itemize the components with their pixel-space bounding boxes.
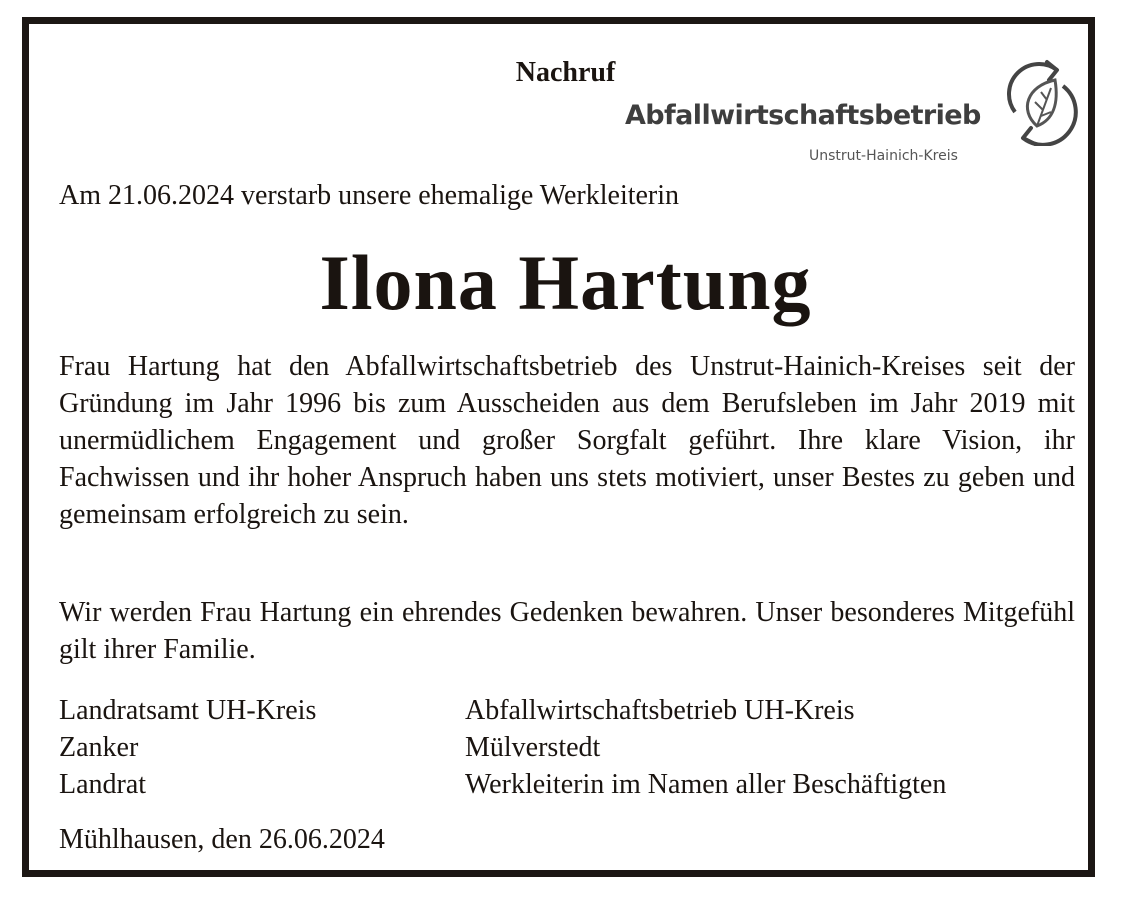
signatory-role: Werkleiterin im Namen aller Beschäftigten <box>465 769 947 800</box>
logo-name: Abfallwirtschaftsbetrieb <box>625 100 981 131</box>
logo-subtitle: Unstrut-Hainich-Kreis <box>809 148 958 164</box>
recycling-leaf-icon <box>997 54 1079 151</box>
signatory-organization: Landratsamt UH-Kreis <box>59 695 317 726</box>
signatory-name: Zanker <box>59 732 139 763</box>
company-logo <box>625 54 1085 184</box>
signatory-left <box>59 692 316 803</box>
condolence-paragraph: Wir werden Frau Hartung ein ehrendes Gedenken bewahren. Unser besonderes Mitgefühl gilt ihrer Familie. <box>59 597 1075 665</box>
signatory-right <box>465 692 946 803</box>
signatory-organization: Abfallwirtschaftsbetrieb UH-Kreis <box>465 695 855 726</box>
obituary-notice <box>22 17 1095 877</box>
deceased-name: Ilona Hartung <box>319 239 812 326</box>
place-and-date: Mühlhausen, den 26.06.2024 <box>59 824 385 855</box>
intro-text: Am 21.06.2024 verstarb unsere ehemalige Werkleiterin <box>59 180 680 211</box>
signatory-name: Mülverstedt <box>465 732 601 763</box>
signatory-role: Landrat <box>59 769 147 800</box>
notice-heading: Nachruf <box>515 57 616 88</box>
tribute-paragraph: Frau Hartung hat den Abfallwirtschaftsbetrieb des Unstrut-Hainich-Kreises seit der Gründung im Jahr 1996 bis zum Ausscheiden aus dem Berufsleben im Jahr 2019 mit unermüdlichem Engagement und großer Sorgfalt geführt. Ihre klare Vision, ihr Fachwissen und ihr hoher Anspruch haben uns stets motiviert, unser Bestes zu geben und gemeinsam erfolgreich zu sein. <box>59 351 1075 530</box>
